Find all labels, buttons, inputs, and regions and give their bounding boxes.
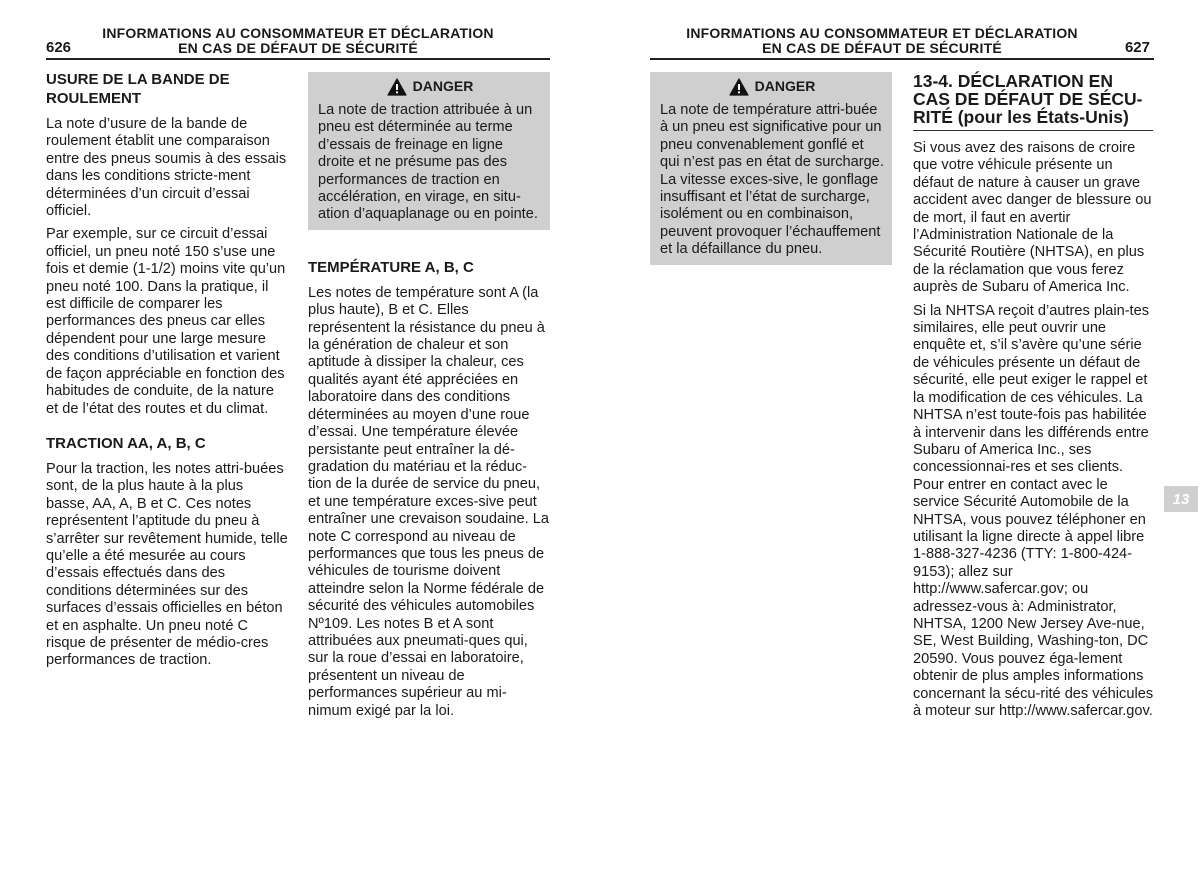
column-3 [650,72,892,293]
danger-box-traction [308,72,550,230]
warning-triangle-icon [387,78,407,96]
paragraph-temperature: Les notes de température sont A (la plus haute), B et C. Elles représentent la résistance du pneu à la génération de chaleur et son aptitude à dissiper la chaleur, ces qualités ayant été appréciées en laboratoire dans des conditions déterminées au moyen d’une roue d’essai. Une température élevée persistante peut entraîner la dé-gradation du matériau et la réduc-tion de la durée de service du pneu, et une température exces-sive peut entraîner une crevaison soudaine. La note C correspond au niveau de performances que tous les pneus de véhicules de tourisme doivent atteindre selon la Norme fédérale de sécurité des véhicules automobiles Nº109. Les notes B et A sont attribuées aux pneumati-ques qui, sur la roue d’essai en laboratoire, présentent un niveau de performances supérieur au mi-nimum exigé par la loi. [308,284,549,719]
left-header-title-line2: EN CAS DE DÉFAUT DE SÉCURITÉ [178,40,418,56]
danger-text-traction: La note de traction attribuée à un pneu est déterminée au terme d’essais de freinage en ligne droite et ne présume pas des performances de traction en accélération, en virage, en situ-ation d’aquaplanage ou en pointe. [318,102,538,223]
column-1 [46,70,290,676]
danger-box-temperature [650,72,892,265]
right-header-title [670,26,1094,56]
left-header-title [86,26,510,56]
column-2 [308,72,550,726]
paragraph-traction: Pour la traction, les notes attri-buées sont, de la plus haute à la plus basse, AA, A, B et C. Ces notes représentent l’aptitude du pneu à s’arrêter sur revêtement humide, telle qu’elle a été mesurée au cours d’essais effectués dans des conditions déterminées sur des surfaces d’essais officielles en béton et en asphalte. Un pneu noté C risque de présenter de médio-cres performances de traction. [46,460,288,669]
left-page-header [46,26,550,60]
danger-header [318,76,542,98]
paragraph-tread-wear-2: Par exemple, sur ce circuit d’essai officiel, un pneu noté 150 s’use une fois et demie (1-1/2) moins vite qu’un pneu noté 100. Dans la pratique, il est difficile de comparer les performances des pneus car elles dépendent pour une large mesure des conditions d’utilisation et varient de façon appréciable en fonction des habitudes de conduite, de la nature et de l’état des routes et du climat. [46,226,286,417]
left-page-number: 626 [46,39,72,56]
chapter-tab: 13 [1164,486,1198,512]
left-header-title-line1: INFORMATIONS AU CONSOMMATEUR ET DÉCLARATION [102,25,494,41]
danger-text-temperature: La note de température attri-buée à un pneu est significative pour un pneu convenablement gonflé et qui n’est pas en état de surcharge. La vitesse exces-sive, le gonflage insuffisant et l’état de surcharge, isolément ou en combinaison, peuvent provoquer l’échauffement et la défaillance du pneu. [660,102,884,258]
paragraph-tread-wear-1: La note d’usure de la bande de roulement établit une comparaison entre des pneus soumis à des essais dans les conditions stricte-ment déterminées d’un circuit d’essai officiel. [46,116,287,220]
paragraph-safety-defect-1: Si vous avez des raisons de croire que votre véhicule présente un défaut de nature à causer un grave accident avec danger de blessure ou de mort, il faut en avertir l’Administration Nationale de la Sécurité Routière (NHTSA), en plus de la réclamation que vous ferez auprès de Subaru of America Inc. [913,140,1152,296]
danger-label: DANGER [754,78,816,95]
column-4 [913,72,1155,726]
section-heading-traction: TRACTION AA, A, B, C [46,434,206,452]
right-header-title-line1: INFORMATIONS AU CONSOMMATEUR ET DÉCLARATION [686,25,1078,41]
section-heading-tread-wear: USURE DE LA BANDE DE ROULEMENT [46,71,230,107]
right-page-header [650,26,1154,60]
section-heading-temperature: TEMPÉRATURE A, B, C [308,258,474,276]
paragraph-safety-defect-2: Si la NHTSA reçoit d’autres plain-tes similaires, elle peut ouvrir une enquête et, s’il s’avère qu’une série de véhicules présente un défaut de sécurité, elle peut exiger le rappel et la modification de ces véhicules. La NHTSA n’est toute-fois pas habilitée à intervenir dans les différends entre Subaru of America Inc., ses concessionnai-res et ses clients. Pour entrer en contact avec le service Sécurité Automobile de la NHTSA, vous pouvez téléphoner en utilisant la ligne directe à appel libre 1-888-327-4236 (TTY: 1-800-424-9153); allez sur http://www.safercar.gov; ou adressez-vous à: Administrator, NHTSA, 1200 New Jersey Ave-nue, SE, West Building, Washing-ton, DC 20590. Vous pouvez éga-lement obtenir de plus amples informations concernant la sécu-rité des véhicules à moteur sur http://www.safercar.gov. [913,302,1154,719]
right-header-title-line2: EN CAS DE DÉFAUT DE SÉCURITÉ [762,40,1002,56]
warning-triangle-icon [729,78,749,96]
section-title-safety-defect: 13-4. DÉCLARATION EN CAS DE DÉFAUT DE SÉCU-RITÉ (pour les États-Unis) [913,72,1153,131]
right-page-number: 627 [1124,39,1150,56]
danger-header [660,76,884,98]
danger-label: DANGER [412,78,474,95]
